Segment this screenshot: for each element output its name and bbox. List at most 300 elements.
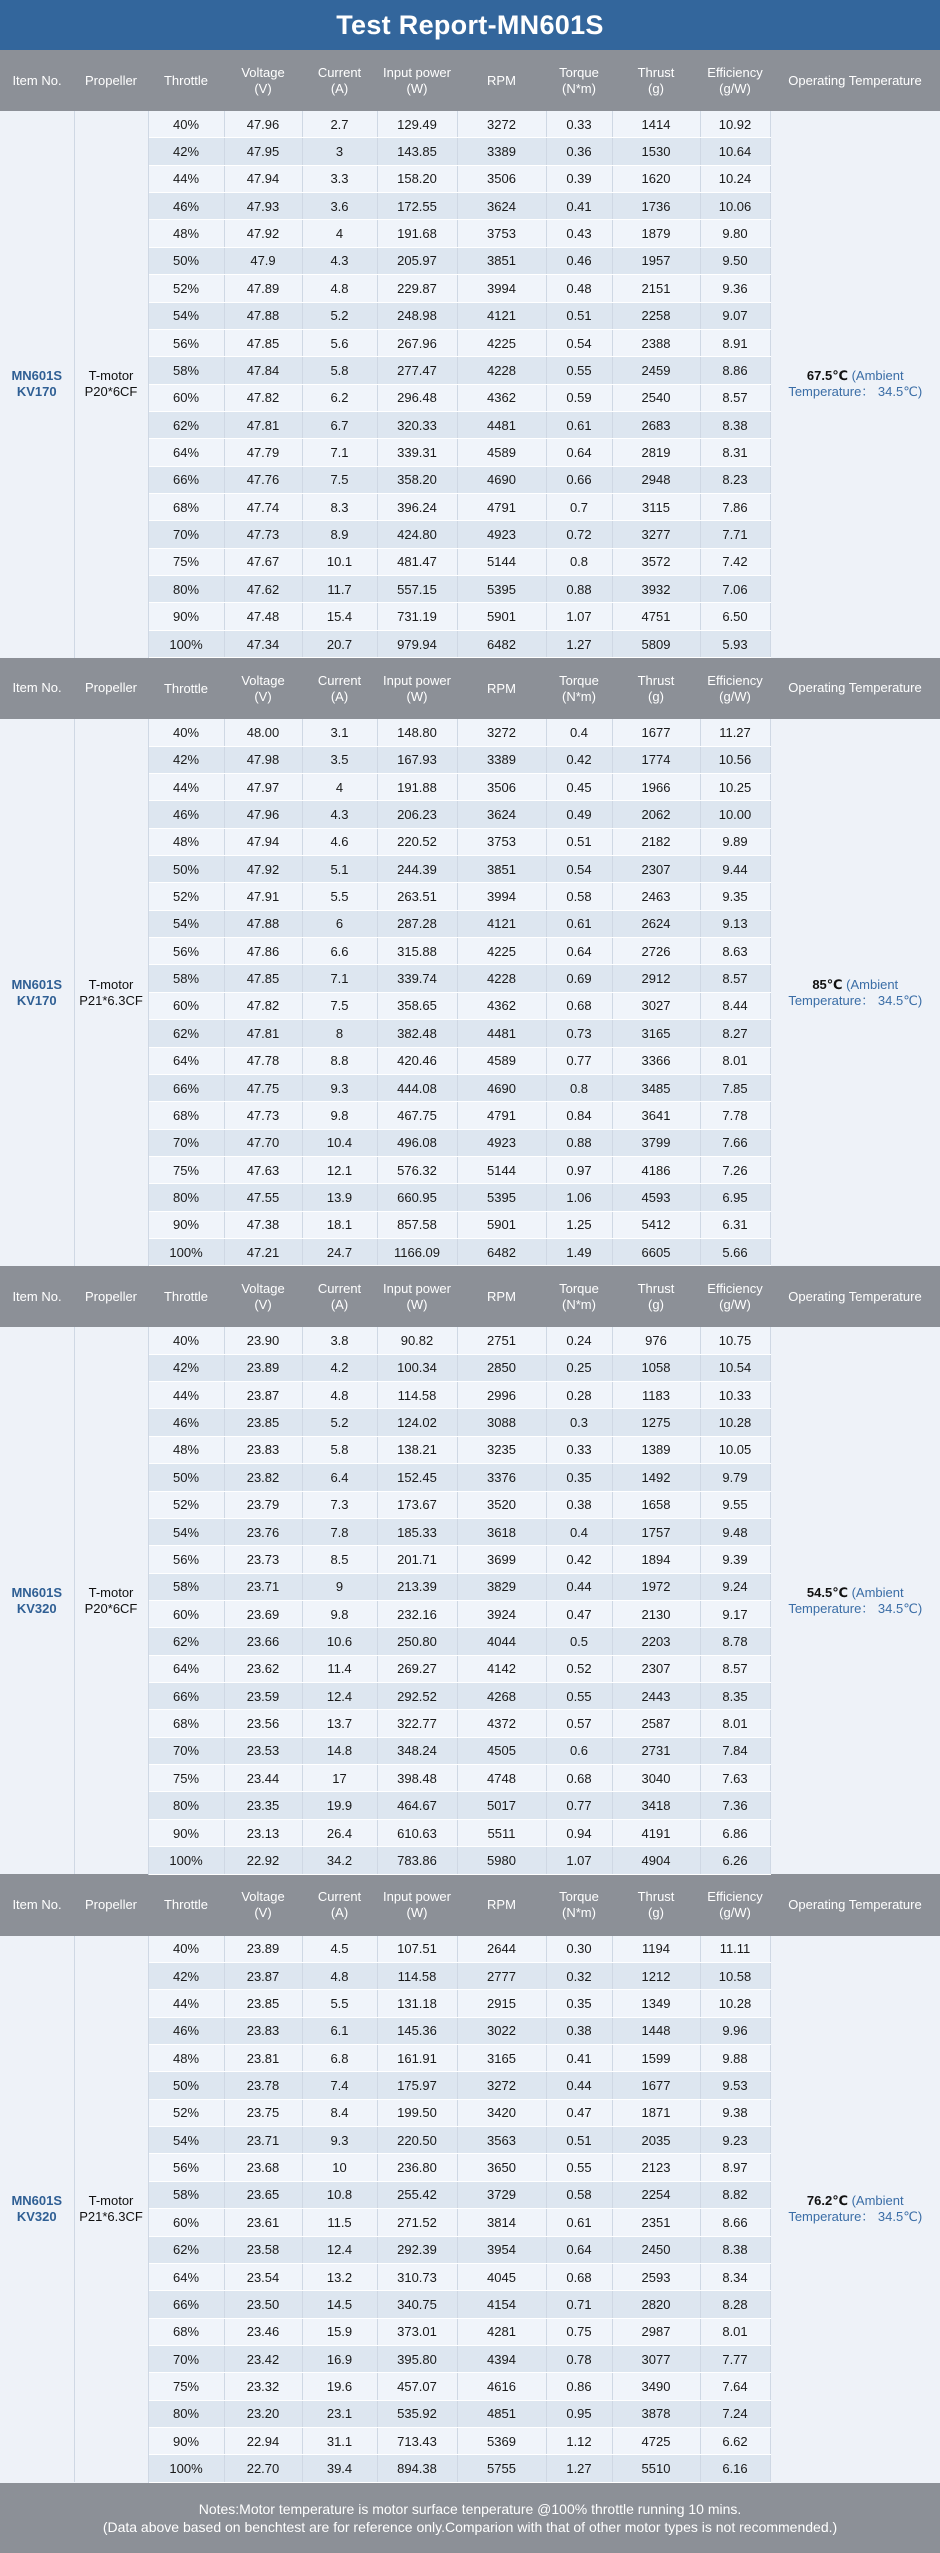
cell-rpm: 3389 xyxy=(457,138,546,165)
header-propeller: Propeller xyxy=(74,1266,148,1328)
cell-current: 4 xyxy=(302,220,377,247)
cell-voltage: 23.71 xyxy=(224,2127,302,2154)
cell-rpm: 3729 xyxy=(457,2181,546,2208)
cell-torque: 1.07 xyxy=(546,603,612,630)
cell-efficiency: 7.36 xyxy=(700,1792,770,1819)
cell-torque: 0.44 xyxy=(546,2072,612,2099)
cell-voltage: 47.73 xyxy=(224,521,302,548)
cell-thrust: 1058 xyxy=(612,1354,700,1381)
cell-torque: 0.3 xyxy=(546,1409,612,1436)
cell-voltage: 47.76 xyxy=(224,466,302,493)
header-efficiency: Efficiency (g/W) xyxy=(700,50,770,111)
cell-input-power: 244.39 xyxy=(377,855,457,882)
cell-voltage: 22.70 xyxy=(224,2455,302,2482)
header-current: Current (A) xyxy=(302,658,377,720)
cell-rpm: 3699 xyxy=(457,1546,546,1573)
cell-thrust: 1349 xyxy=(612,1990,700,2017)
cell-rpm: 4225 xyxy=(457,329,546,356)
cell-input-power: 315.88 xyxy=(377,938,457,965)
cell-rpm: 4481 xyxy=(457,1020,546,1047)
cell-voltage: 47.62 xyxy=(224,576,302,603)
cell-current: 10.8 xyxy=(302,2181,377,2208)
cell-thrust: 5412 xyxy=(612,1211,700,1238)
cell-thrust: 4904 xyxy=(612,1847,700,1874)
cell-rpm: 3851 xyxy=(457,855,546,882)
cell-rpm: 6482 xyxy=(457,630,546,657)
cell-torque: 0.49 xyxy=(546,801,612,828)
cell-throttle: 56% xyxy=(148,938,224,965)
cell-rpm: 3022 xyxy=(457,2017,546,2044)
cell-input-power: 131.18 xyxy=(377,1990,457,2017)
cell-efficiency: 6.26 xyxy=(700,1847,770,1874)
cell-voltage: 23.76 xyxy=(224,1518,302,1545)
cell-current: 9.8 xyxy=(302,1600,377,1627)
cell-efficiency: 7.84 xyxy=(700,1737,770,1764)
cell-input-power: 382.48 xyxy=(377,1020,457,1047)
cell-efficiency: 11.11 xyxy=(700,1936,770,1963)
cell-voltage: 23.79 xyxy=(224,1491,302,1518)
cell-voltage: 47.98 xyxy=(224,746,302,773)
cell-thrust: 2820 xyxy=(612,2291,700,2318)
cell-throttle: 75% xyxy=(148,1156,224,1183)
cell-torque: 0.4 xyxy=(546,719,612,746)
cell-current: 31.1 xyxy=(302,2428,377,2455)
cell-efficiency: 8.57 xyxy=(700,1655,770,1682)
cell-efficiency: 9.88 xyxy=(700,2045,770,2072)
cell-torque: 0.71 xyxy=(546,2291,612,2318)
cell-thrust: 1194 xyxy=(612,1936,700,1963)
cell-thrust: 4725 xyxy=(612,2428,700,2455)
cell-voltage: 47.9 xyxy=(224,247,302,274)
operating-temperature xyxy=(770,719,940,1266)
cell-input-power: 148.80 xyxy=(377,719,457,746)
header-current: Current (A) xyxy=(302,1266,377,1328)
cell-thrust: 2683 xyxy=(612,411,700,438)
cell-rpm: 4791 xyxy=(457,494,546,521)
operating-temperature xyxy=(770,1327,940,1874)
cell-current: 26.4 xyxy=(302,1819,377,1846)
operating-temperature xyxy=(770,1936,940,2483)
cell-current: 8.5 xyxy=(302,1546,377,1573)
cell-rpm: 3924 xyxy=(457,1600,546,1627)
table-row xyxy=(0,1327,940,1354)
cell-thrust: 3878 xyxy=(612,2400,700,2427)
cell-rpm: 3994 xyxy=(457,275,546,302)
cell-thrust: 3115 xyxy=(612,494,700,521)
cell-input-power: 100.34 xyxy=(377,1354,457,1381)
cell-voltage: 23.54 xyxy=(224,2263,302,2290)
cell-voltage: 23.78 xyxy=(224,2072,302,2099)
cell-rpm: 5980 xyxy=(457,1847,546,1874)
cell-torque: 0.54 xyxy=(546,855,612,882)
cell-voltage: 47.78 xyxy=(224,1047,302,1074)
cell-throttle: 66% xyxy=(148,466,224,493)
cell-current: 9.3 xyxy=(302,2127,377,2154)
cell-torque: 1.27 xyxy=(546,630,612,657)
cell-thrust: 3641 xyxy=(612,1102,700,1129)
cell-thrust: 2443 xyxy=(612,1683,700,1710)
cell-current: 20.7 xyxy=(302,630,377,657)
cell-voltage: 23.56 xyxy=(224,1710,302,1737)
cell-current: 23.1 xyxy=(302,2400,377,2427)
cell-efficiency: 10.33 xyxy=(700,1382,770,1409)
cell-thrust: 1275 xyxy=(612,1409,700,1436)
ambient-temperature: (Ambient Temperature： 34.5℃) xyxy=(788,1584,923,1616)
cell-throttle: 40% xyxy=(148,1327,224,1354)
cell-efficiency: 8.57 xyxy=(700,965,770,992)
cell-voltage: 23.65 xyxy=(224,2181,302,2208)
cell-thrust: 3418 xyxy=(612,1792,700,1819)
cell-throttle: 70% xyxy=(148,2345,224,2372)
cell-torque: 0.58 xyxy=(546,883,612,910)
cell-throttle: 48% xyxy=(148,220,224,247)
cell-current: 3.5 xyxy=(302,746,377,773)
cell-voltage: 47.88 xyxy=(224,302,302,329)
header-input-power: Input power (W) xyxy=(377,658,457,720)
cell-rpm: 2751 xyxy=(457,1327,546,1354)
cell-current: 34.2 xyxy=(302,1847,377,1874)
cell-torque: 0.32 xyxy=(546,1962,612,1989)
cell-thrust: 1972 xyxy=(612,1573,700,1600)
cell-throttle: 48% xyxy=(148,828,224,855)
cell-throttle: 56% xyxy=(148,1546,224,1573)
cell-torque: 0.77 xyxy=(546,1047,612,1074)
cell-voltage: 23.68 xyxy=(224,2154,302,2181)
cell-throttle: 42% xyxy=(148,138,224,165)
cell-efficiency: 10.28 xyxy=(700,1990,770,2017)
cell-torque: 0.35 xyxy=(546,1464,612,1491)
cell-efficiency: 9.50 xyxy=(700,247,770,274)
cell-voltage: 23.53 xyxy=(224,1737,302,1764)
cell-throttle: 58% xyxy=(148,1573,224,1600)
cell-input-power: 114.58 xyxy=(377,1382,457,1409)
cell-rpm: 3753 xyxy=(457,828,546,855)
cell-input-power: 213.39 xyxy=(377,1573,457,1600)
cell-thrust: 1620 xyxy=(612,165,700,192)
cell-rpm: 3088 xyxy=(457,1409,546,1436)
cell-input-power: 731.19 xyxy=(377,603,457,630)
cell-rpm: 4690 xyxy=(457,1074,546,1101)
ambient-temperature: (Ambient Temperature： 34.5℃) xyxy=(788,368,923,400)
header-current: Current (A) xyxy=(302,50,377,111)
cell-throttle: 54% xyxy=(148,302,224,329)
header-thrust: Thrust (g) xyxy=(612,1874,700,1936)
cell-torque: 0.38 xyxy=(546,2017,612,2044)
cell-torque: 0.47 xyxy=(546,2099,612,2126)
cell-voltage: 23.20 xyxy=(224,2400,302,2427)
cell-voltage: 47.63 xyxy=(224,1156,302,1183)
cell-efficiency: 8.27 xyxy=(700,1020,770,1047)
cell-input-power: 175.97 xyxy=(377,2072,457,2099)
cell-torque: 0.55 xyxy=(546,357,612,384)
header-operating-temperature: Operating Temperature xyxy=(770,1874,940,1936)
cell-current: 6.2 xyxy=(302,384,377,411)
cell-rpm: 4281 xyxy=(457,2318,546,2345)
cell-current: 5.2 xyxy=(302,302,377,329)
cell-current: 6.4 xyxy=(302,1464,377,1491)
cell-input-power: 173.67 xyxy=(377,1491,457,1518)
cell-current: 19.6 xyxy=(302,2373,377,2400)
cell-rpm: 5755 xyxy=(457,2455,546,2482)
cell-current: 17 xyxy=(302,1765,377,1792)
cell-input-power: 138.21 xyxy=(377,1436,457,1463)
cell-throttle: 100% xyxy=(148,1239,224,1266)
cell-current: 4.2 xyxy=(302,1354,377,1381)
item-number: MN601S KV170 xyxy=(0,111,74,658)
cell-current: 5.1 xyxy=(302,855,377,882)
cell-rpm: 3165 xyxy=(457,2045,546,2072)
cell-rpm: 6482 xyxy=(457,1239,546,1266)
cell-rpm: 4690 xyxy=(457,466,546,493)
cell-efficiency: 9.23 xyxy=(700,2127,770,2154)
cell-current: 12.1 xyxy=(302,1156,377,1183)
cell-current: 4.8 xyxy=(302,1382,377,1409)
cell-efficiency: 10.92 xyxy=(700,111,770,138)
header-rpm: RPM xyxy=(457,658,546,720)
cell-efficiency: 5.66 xyxy=(700,1239,770,1266)
cell-thrust: 2593 xyxy=(612,2263,700,2290)
cell-voltage: 47.96 xyxy=(224,801,302,828)
cell-rpm: 3851 xyxy=(457,247,546,274)
cell-voltage: 47.89 xyxy=(224,275,302,302)
cell-input-power: 373.01 xyxy=(377,2318,457,2345)
cell-efficiency: 8.82 xyxy=(700,2181,770,2208)
cell-throttle: 54% xyxy=(148,1518,224,1545)
cell-efficiency: 6.31 xyxy=(700,1211,770,1238)
table-row xyxy=(0,1936,940,1963)
cell-rpm: 3235 xyxy=(457,1436,546,1463)
cell-current: 10.1 xyxy=(302,548,377,575)
cell-efficiency: 9.96 xyxy=(700,2017,770,2044)
cell-efficiency: 9.55 xyxy=(700,1491,770,1518)
header-thrust: Thrust (g) xyxy=(612,658,700,720)
header-voltage: Voltage (V) xyxy=(224,1266,302,1328)
cell-thrust: 2351 xyxy=(612,2209,700,2236)
cell-input-power: 320.33 xyxy=(377,411,457,438)
cell-torque: 1.06 xyxy=(546,1184,612,1211)
header-torque: Torque (N*m) xyxy=(546,658,612,720)
cell-current: 3.8 xyxy=(302,1327,377,1354)
cell-voltage: 47.55 xyxy=(224,1184,302,1211)
cell-thrust: 2987 xyxy=(612,2318,700,2345)
cell-efficiency: 8.23 xyxy=(700,466,770,493)
cell-current: 5.6 xyxy=(302,329,377,356)
cell-input-power: 248.98 xyxy=(377,302,457,329)
cell-torque: 0.95 xyxy=(546,2400,612,2427)
cell-voltage: 23.89 xyxy=(224,1354,302,1381)
cell-throttle: 64% xyxy=(148,2263,224,2290)
cell-efficiency: 10.25 xyxy=(700,773,770,800)
cell-voltage: 23.85 xyxy=(224,1990,302,2017)
cell-input-power: 713.43 xyxy=(377,2428,457,2455)
cell-current: 7.5 xyxy=(302,992,377,1019)
cell-voltage: 23.50 xyxy=(224,2291,302,2318)
cell-efficiency: 8.01 xyxy=(700,1710,770,1737)
cell-torque: 0.58 xyxy=(546,2181,612,2208)
cell-efficiency: 9.89 xyxy=(700,828,770,855)
cell-rpm: 2644 xyxy=(457,1936,546,1963)
cell-efficiency: 9.53 xyxy=(700,2072,770,2099)
cell-throttle: 62% xyxy=(148,1020,224,1047)
cell-current: 4.5 xyxy=(302,1936,377,1963)
temperature-value: 54.5℃ xyxy=(806,1584,848,1600)
cell-voltage: 23.90 xyxy=(224,1327,302,1354)
cell-efficiency: 11.27 xyxy=(700,719,770,746)
cell-efficiency: 7.78 xyxy=(700,1102,770,1129)
header-voltage: Voltage (V) xyxy=(224,1874,302,1936)
cell-current: 5.2 xyxy=(302,1409,377,1436)
cell-current: 14.8 xyxy=(302,1737,377,1764)
cell-voltage: 47.82 xyxy=(224,384,302,411)
cell-torque: 0.88 xyxy=(546,576,612,603)
cell-rpm: 5144 xyxy=(457,548,546,575)
cell-input-power: 201.71 xyxy=(377,1546,457,1573)
cell-rpm: 4481 xyxy=(457,411,546,438)
header-item-no: Item No. xyxy=(0,658,74,720)
cell-current: 12.4 xyxy=(302,2236,377,2263)
cell-input-power: 610.63 xyxy=(377,1819,457,1846)
cell-throttle: 60% xyxy=(148,1600,224,1627)
cell-efficiency: 7.24 xyxy=(700,2400,770,2427)
cell-current: 13.9 xyxy=(302,1184,377,1211)
cell-throttle: 52% xyxy=(148,2099,224,2126)
cell-thrust: 3366 xyxy=(612,1047,700,1074)
cell-torque: 0.68 xyxy=(546,992,612,1019)
cell-rpm: 3650 xyxy=(457,2154,546,2181)
cell-voltage: 47.74 xyxy=(224,494,302,521)
cell-thrust: 2450 xyxy=(612,2236,700,2263)
cell-voltage: 23.66 xyxy=(224,1628,302,1655)
cell-torque: 0.68 xyxy=(546,2263,612,2290)
cell-throttle: 40% xyxy=(148,1936,224,1963)
cell-throttle: 44% xyxy=(148,165,224,192)
cell-voltage: 47.75 xyxy=(224,1074,302,1101)
cell-input-power: 158.20 xyxy=(377,165,457,192)
cell-current: 7.1 xyxy=(302,439,377,466)
cell-thrust: 1871 xyxy=(612,2099,700,2126)
cell-thrust: 2258 xyxy=(612,302,700,329)
cell-torque: 0.72 xyxy=(546,521,612,548)
cell-throttle: 80% xyxy=(148,2400,224,2427)
cell-torque: 1.12 xyxy=(546,2428,612,2455)
cell-voltage: 47.97 xyxy=(224,773,302,800)
cell-current: 2.7 xyxy=(302,111,377,138)
cell-rpm: 3753 xyxy=(457,220,546,247)
header-torque: Torque (N*m) xyxy=(546,1874,612,1936)
cell-input-power: 220.52 xyxy=(377,828,457,855)
cell-current: 4 xyxy=(302,773,377,800)
cell-input-power: 783.86 xyxy=(377,1847,457,1874)
cell-input-power: 267.96 xyxy=(377,329,457,356)
cell-throttle: 58% xyxy=(148,357,224,384)
cell-rpm: 4225 xyxy=(457,938,546,965)
cell-throttle: 68% xyxy=(148,2318,224,2345)
cell-efficiency: 9.48 xyxy=(700,1518,770,1545)
cell-thrust: 2624 xyxy=(612,910,700,937)
cell-torque: 1.25 xyxy=(546,1211,612,1238)
cell-rpm: 2996 xyxy=(457,1382,546,1409)
cell-efficiency: 8.35 xyxy=(700,1683,770,1710)
cell-thrust: 1677 xyxy=(612,719,700,746)
cell-efficiency: 8.28 xyxy=(700,2291,770,2318)
cell-torque: 0.64 xyxy=(546,2236,612,2263)
item-number: MN601S KV320 xyxy=(0,1936,74,2483)
cell-throttle: 54% xyxy=(148,910,224,937)
cell-efficiency: 6.95 xyxy=(700,1184,770,1211)
cell-torque: 0.88 xyxy=(546,1129,612,1156)
cell-current: 16.9 xyxy=(302,2345,377,2372)
cell-current: 5.5 xyxy=(302,1990,377,2017)
cell-efficiency: 7.42 xyxy=(700,548,770,575)
cell-efficiency: 7.86 xyxy=(700,494,770,521)
cell-thrust: 4191 xyxy=(612,1819,700,1846)
cell-rpm: 2850 xyxy=(457,1354,546,1381)
cell-rpm: 3624 xyxy=(457,193,546,220)
cell-current: 8.8 xyxy=(302,1047,377,1074)
cell-rpm: 5901 xyxy=(457,1211,546,1238)
cell-efficiency: 8.63 xyxy=(700,938,770,965)
cell-rpm: 4121 xyxy=(457,910,546,937)
cell-efficiency: 10.06 xyxy=(700,193,770,220)
cell-input-power: 339.74 xyxy=(377,965,457,992)
cell-current: 13.2 xyxy=(302,2263,377,2290)
cell-input-power: 894.38 xyxy=(377,2455,457,2482)
cell-efficiency: 9.07 xyxy=(700,302,770,329)
cell-voltage: 23.44 xyxy=(224,1765,302,1792)
item-number: MN601S KV170 xyxy=(0,719,74,1266)
cell-input-power: 277.47 xyxy=(377,357,457,384)
header-voltage: Voltage (V) xyxy=(224,658,302,720)
cell-input-power: 129.49 xyxy=(377,111,457,138)
cell-thrust: 5809 xyxy=(612,630,700,657)
cell-input-power: 340.75 xyxy=(377,2291,457,2318)
cell-throttle: 80% xyxy=(148,576,224,603)
cell-rpm: 4362 xyxy=(457,992,546,1019)
cell-voltage: 47.84 xyxy=(224,357,302,384)
cell-rpm: 3829 xyxy=(457,1573,546,1600)
cell-input-power: 90.82 xyxy=(377,1327,457,1354)
header-torque: Torque (N*m) xyxy=(546,1266,612,1328)
cell-voltage: 23.83 xyxy=(224,2017,302,2044)
cell-rpm: 3506 xyxy=(457,165,546,192)
cell-torque: 0.86 xyxy=(546,2373,612,2400)
cell-efficiency: 8.38 xyxy=(700,411,770,438)
cell-torque: 0.61 xyxy=(546,910,612,937)
cell-input-power: 172.55 xyxy=(377,193,457,220)
cell-thrust: 2948 xyxy=(612,466,700,493)
cell-efficiency: 9.79 xyxy=(700,1464,770,1491)
cell-current: 7.1 xyxy=(302,965,377,992)
cell-efficiency: 8.57 xyxy=(700,384,770,411)
cell-throttle: 46% xyxy=(148,193,224,220)
cell-rpm: 4045 xyxy=(457,2263,546,2290)
table-row xyxy=(0,111,940,138)
cell-voltage: 47.85 xyxy=(224,329,302,356)
header-thrust: Thrust (g) xyxy=(612,1266,700,1328)
cell-throttle: 64% xyxy=(148,439,224,466)
cell-current: 5.5 xyxy=(302,883,377,910)
cell-current: 3 xyxy=(302,138,377,165)
cell-throttle: 75% xyxy=(148,1765,224,1792)
cell-thrust: 1757 xyxy=(612,1518,700,1545)
cell-input-power: 467.75 xyxy=(377,1102,457,1129)
cell-efficiency: 10.58 xyxy=(700,1962,770,1989)
cell-torque: 0.44 xyxy=(546,1573,612,1600)
propeller: T-motor P21*6.3CF xyxy=(74,1936,148,2483)
cell-torque: 0.51 xyxy=(546,2127,612,2154)
cell-torque: 1.27 xyxy=(546,2455,612,2482)
cell-efficiency: 8.78 xyxy=(700,1628,770,1655)
